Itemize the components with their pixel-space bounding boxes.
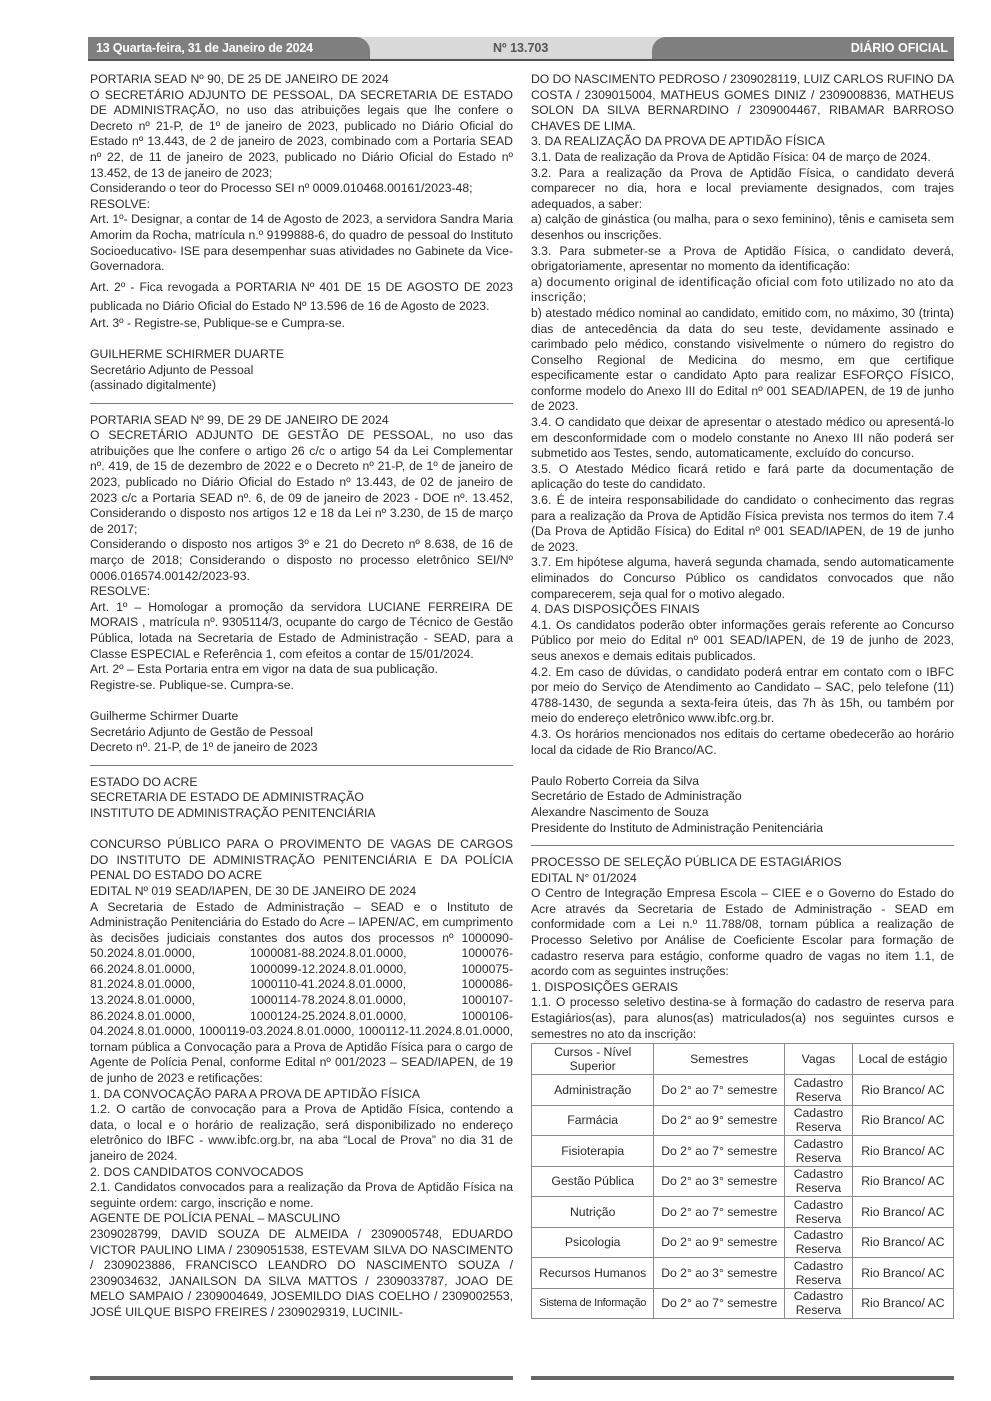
portaria-art1: Art. 1º – Homologar a promoção da servidora LUCIANE FERREIRA DE MORAIS , matrícula nº. 9305114/3, ocupante do cargo de Técnico de Gestão Pública, lotada na Secretaria de Estado de Administração - SEAD, para a Classe ESPECIAL e Referência 1, com efeitos a contar de 15/01/2024. [90, 599, 513, 661]
page-date-label: 13 Quarta-feira, 31 de Janeiro de 2024 [88, 37, 370, 59]
signer-name: Guilherme Schirmer Duarte [90, 708, 239, 723]
edital-title: EDITAL Nº 019 SEAD/IAPEN, DE 30 DE JANEIRO DE 2024 [90, 883, 417, 898]
vagas-cell: Cadastro Reserva [785, 1197, 853, 1228]
semester-cell: Do 2° ao 3° semestre [654, 1166, 785, 1197]
column-header: Vagas [785, 1044, 853, 1075]
portaria-art2: Art. 2º – Esta Portaria entra em vigor na data de sua publicação. [90, 662, 438, 677]
vagas-cell: Cadastro Reserva [785, 1258, 853, 1289]
estagio-edital [531, 855, 954, 1319]
item-3-6: 3.6. É de inteira responsabilidade do candidato o conhecimento das regras para a realização da Prova de Aptidão Física prevista nos termos do item 7.4 (Da Prova de Aptidão Física) do Edital nº 001 SEAD/IAPEN, de 19 de junho de 2023. [531, 493, 954, 554]
signer-note: Decreto nº. 21-P, de 1º de janeiro de 2023 [90, 740, 318, 755]
table-row [532, 1288, 954, 1319]
section-title: 2. DOS CANDIDATOS CONVOCADOS [90, 1164, 304, 1179]
location-cell: Rio Branco/ AC [852, 1075, 953, 1106]
item-1-2: 1.2. O cartão de convocação para a Prova de Aptidão Física, contendo a data, o local e o horário de realização, será disponibilizado no endereço eletrônico do IBFC - www.ibfc.org.br, na aba “Local de Prova” no dia 31 de janeiro de 2024. [90, 1102, 513, 1163]
item-2-1: 2.1. Candidatos convocados para a realização da Prova de Aptidão Física na seguinte ordem: cargo, inscrição e nome. [90, 1180, 513, 1210]
signer-name: Paulo Roberto Correia da Silva [531, 773, 700, 788]
signer-role: Presidente do Instituto de Administração Penitenciária [531, 820, 823, 835]
semester-cell: Do 2° ao 7° semestre [654, 1075, 785, 1106]
item-3-2a: a) calção de ginástica (ou malha, para o sexo feminino), tênis e camiseta sem desenhos ou inscrições. [531, 212, 954, 242]
portaria-considerando: Considerando o teor do Processo SEI nº 0009.010468.00161/2023-48; [90, 181, 473, 196]
portaria-resolve: RESOLVE: [90, 584, 151, 599]
org-line: INSTITUTO DE ADMINISTRAÇÃO PENITENCIÁRIA [90, 805, 376, 820]
vagas-cell: Cadastro Reserva [785, 1166, 853, 1197]
table-row [532, 1258, 954, 1289]
candidate-list: 2309028799, DAVID SOUZA DE ALMEIDA / 2309005748, EDUARDO VICTOR PAULINO LIMA / 2309051538, ESTEVAM SILVA DO NASCIMENTO / 2309023886, FRANCISCO LEANDRO DO NASCIMENTO SOUZA / 2309034632, JANAILSON DA SILVA MATTOS / 2309033787, JOAO DE MELO SAMPAIO / 2309004649, JOSEMILDO DIAS COELHO / 2309002553, JOSÉ UILQUE BISPO FREIRES / 2309029319, LUCINIL- [90, 1226, 513, 1319]
org-line: ESTADO DO ACRE [90, 774, 198, 789]
course-cell: Psicologia [532, 1227, 654, 1258]
table-row [532, 1105, 954, 1136]
table-row [532, 1075, 954, 1106]
item-3-2: 3.2. Para a realização da Prova de Aptidão Física, o candidato deverá comparecer no dia, hora e local previamente designados, com trajes adequados, a saber: [531, 165, 954, 211]
portaria-closing: Registre-se. Publique-se. Cumpra-se. [90, 677, 294, 692]
vagas-cell: Cadastro Reserva [785, 1227, 853, 1258]
section-title: 1. DISPOSIÇÕES GERAIS [531, 979, 678, 994]
item-3-3: 3.3. Para submeter-se a Prova de Aptidão Física, o candidato deverá, obrigatoriamente, apresentar no momento da identificação: [531, 243, 954, 274]
portaria-title: PORTARIA SEAD Nº 99, DE 29 DE JANEIRO DE 2024 [90, 412, 389, 427]
table-row [532, 1136, 954, 1167]
column-header: Cursos - Nível Superior [532, 1044, 654, 1075]
portaria-intro: O SECRETÁRIO ADJUNTO DE PESSOAL, DA SECRETARIA DE ESTADO DE ADMINISTRAÇÃO, no uso das atribuições legais que lhe confere o Decreto nº 21-P, de 1º de janeiro de 2023, publicado no Diário Oficial do Estado nº 13.443, de 2 de janeiro de 2023, combinado com a Portaria SEAD nº 22, de 11 de janeiro de 2023, publicado no Diário Oficial do Estado nº 13.452, de 13 de janeiro de 2023; [90, 87, 513, 180]
left-column [90, 72, 513, 1321]
location-cell: Rio Branco/ AC [852, 1288, 953, 1319]
section-title: 1. DA CONVOCAÇÃO PARA A PROVA DE APTIDÃO FÍSICA [90, 1086, 421, 1101]
vagas-cell: Cadastro Reserva [785, 1105, 853, 1136]
item-3-1: 3.1. Data de realização da Prova de Aptidão Física: 04 de março de 2024. [531, 149, 931, 164]
cargo-label: AGENTE DE POLÍCIA PENAL – MASCULINO [90, 1211, 341, 1226]
course-cell: Farmácia [532, 1105, 654, 1136]
edital-019 [90, 775, 513, 1321]
section-divider [90, 765, 513, 766]
item-3-4: 3.4. O candidato que deixar de apresentar o atestado médico ou apresentá-lo em desconformidade com o modelo constante no Anexo III não poderá ser submetido aos Testes, sendo, automaticamente, excluído do concurso. [531, 415, 954, 461]
section-divider [90, 403, 513, 404]
vagas-cell: Cadastro Reserva [785, 1136, 853, 1167]
right-column [531, 72, 954, 1319]
vagas-cell: Cadastro Reserva [785, 1288, 853, 1319]
course-cell: Nutrição [532, 1197, 654, 1228]
signer-role: Secretário de Estado de Administração [531, 789, 742, 804]
course-cell: Sistema de Informação [532, 1288, 654, 1319]
estagio-edital-number: EDITAL N° 01/2024 [531, 870, 637, 885]
item-4-2: 4.2. Em caso de dúvidas, o candidato poderá entrar em contato com o IBFC por meio do Serviço de Atendimento ao Candidato – SAC, pelo telefone (11) 4788-1430, de segunda a sexta-feira úteis, das 7h às 15h, ou também por meio do endereço eletrônico www.ibfc.org.br. [531, 664, 954, 726]
column-header: Semestres [654, 1044, 785, 1075]
portaria-resolve: RESOLVE: [90, 196, 151, 211]
concurso-title: CONCURSO PÚBLICO PARA O PROVIMENTO DE VAGAS DE CARGOS DO INSTITUTO DE ADMINISTRAÇÃO PENITENCIÁRIA E DA POLÍCIA PENAL DO ESTADO DO ACRE [90, 837, 513, 883]
semester-cell: Do 2° ao 7° semestre [654, 1197, 785, 1228]
table-row [532, 1166, 954, 1197]
edition-number: Nº 13.703 [493, 41, 549, 55]
semester-cell: Do 2° ao 7° semestre [654, 1288, 785, 1319]
semester-cell: Do 2° ao 9° semestre [654, 1105, 785, 1136]
section-title: 4. DAS DISPOSIÇÕES FINAIS [531, 602, 700, 617]
location-cell: Rio Branco/ AC [852, 1105, 953, 1136]
table-row [532, 1227, 954, 1258]
item-4-3: 4.3. Os horários mencionados nos editais do certame obedecerão ao horário local da cidade de Rio Branco/AC. [531, 726, 954, 757]
portaria-99 [90, 413, 513, 756]
section-title: 3. DA REALIZAÇÃO DA PROVA DE APTIDÃO FÍSICA [531, 134, 825, 149]
portaria-art2: Art. 2º - Fica revogada a PORTARIA Nº 401 DE 15 DE AGOSTO DE 2023 publicada no Diário Oficial do Estado Nº 13.596 de 16 de Agosto de 2023. [90, 279, 513, 313]
section-divider [531, 845, 954, 846]
location-cell: Rio Branco/ AC [852, 1258, 953, 1289]
portaria-art3: Art. 3º - Registre-se, Publique-se e Cumpra-se. [90, 315, 346, 330]
item-3-3a: a) documento original de identificação oficial com foto utilizado no ato da inscrição; [531, 274, 954, 305]
portaria-intro: O SECRETÁRIO ADJUNTO DE GESTÃO DE PESSOAL, no uso das atribuições que lhe confere o artigo 26 c/c o artigo 54 da Lei Complementar nº. 419, de 15 de dezembro de 2022 e o Decreto nº 21-P, de 1º de janeiro de 2023, publicado no Diário Oficial do Estado nº 13.443, de 02 de janeiro de 2023 c/c a Portaria SEAD nº. 6, de 09 de janeiro de 2023 - DOE nº. 13.452, Considerando o disposto nos artigos 12 e 18 da Lei nº 3.230, de 15 de março de 2017; [90, 428, 513, 536]
signer-role: Secretário Adjunto de Gestão de Pessoal [90, 724, 313, 739]
candidate-list-continued: DO DO NASCIMENTO PEDROSO / 2309028119, LUIZ CARLOS RUFINO DA COSTA / 2309015004, MATHEUS GOMES DINIZ / 2309008836, MATHEUS SOLON DA SILVA BERNARDINO / 2309004467, RIBAMAR BARROSO CHAVES DE LIMA. [531, 72, 954, 133]
semester-cell: Do 2° ao 7° semestre [654, 1136, 785, 1167]
publication-title: DIÁRIO OFICIAL [652, 37, 954, 59]
item-3-3b: b) atestado médico nominal ao candidato, emitido com, no máximo, 30 (trinta) dias de antecedência da data do seu teste, devidamente assinado e carimbado pelo médico, constando visivelmente o número do registro do Conselho Regional de Medicina do mesmo, em que certifique especificamente estar o candidato Apto para realizar ESFORÇO FÍSICO, conforme modelo do Anexo III do Edital nº 001 SEAD/IAPEN, de 19 de junho de 2023. [531, 305, 954, 414]
signer-name: GUILHERME SCHIRMER DUARTE [90, 346, 285, 361]
vagas-cell: Cadastro Reserva [785, 1075, 853, 1106]
course-cell: Fisioterapia [532, 1136, 654, 1167]
vagas-table [531, 1043, 954, 1319]
item-3-7: 3.7. Em hipótese alguma, haverá segunda chamada, sendo automaticamente eliminados do Concurso Público os candidatos convocados que não comparecerem, seja qual for o motivo alegado. [531, 555, 954, 601]
table-header-row [532, 1044, 954, 1075]
item-4-1: 4.1. Os candidatos poderão obter informações gerais referente ao Concurso Público por meio do Edital nº 001 SEAD/IAPEN, de 19 de junho de 2023, seus anexos e demais editais publicados. [531, 617, 954, 663]
signer-name: Alexandre Nascimento de Souza [531, 804, 709, 819]
item-3-5: 3.5. O Atestado Médico ficará retido e fará parte da documentação de aplicação do teste do candidato. [531, 461, 954, 492]
location-cell: Rio Branco/ AC [852, 1227, 953, 1258]
course-cell: Administração [532, 1075, 654, 1106]
org-line: SECRETARIA DE ESTADO DE ADMINISTRAÇÃO [90, 790, 364, 805]
column-header: Local de estágio [852, 1044, 953, 1075]
page-header [88, 37, 954, 61]
location-cell: Rio Branco/ AC [852, 1197, 953, 1228]
semester-cell: Do 2° ao 3° semestre [654, 1258, 785, 1289]
signer-note: (assinado digitalmente) [90, 378, 217, 393]
estagio-title: PROCESSO DE SELEÇÃO PÚBLICA DE ESTAGIÁRIOS [531, 855, 842, 870]
portaria-art1: Art. 1º- Designar, a contar de 14 de Agosto de 2023, a servidora Sandra Maria Amorim da Rocha, matrícula n.º 9199888-6, do quadro de pessoal do Instituto Socioeducativo- ISE para desempenhar suas atividades no Gabinete da Vice-Governadora. [90, 212, 513, 274]
location-cell: Rio Branco/ AC [852, 1136, 953, 1167]
portaria-title: PORTARIA SEAD Nº 90, DE 25 DE JANEIRO DE 2024 [90, 72, 389, 86]
signer-role: Secretário Adjunto de Pessoal [90, 362, 254, 377]
footer-rule-right [531, 1376, 954, 1380]
location-cell: Rio Branco/ AC [852, 1166, 953, 1197]
table-row [532, 1197, 954, 1228]
portaria-considerando: Considerando o disposto nos artigos 3º e 21 do Decreto nº 8.638, de 16 de março de 2018; Considerando o disposto no processo eletrônico SEI/Nº 0006.016574.00142/2023-93. [90, 537, 513, 583]
course-cell: Gestão Pública [532, 1166, 654, 1197]
estagio-intro: O Centro de Integração Empresa Escola – CIEE e o Governo do Estado do Acre através da Secretaria de Estado de Administração - SEAD em conformidade com a Lei n.º 11.788/08, tornam pública a realização de Processo Seletivo por Análise de Coeficiente Escolar para formação de cadastro reserva para estágio, conforme quadro de vagas no item 1.1, de acordo com as seguintes instruções: [531, 886, 954, 979]
footer-rule-left [90, 1376, 513, 1380]
edital-intro: A Secretaria de Estado de Administração – SEAD e o Instituto de Administração Penitenciária do Estado do Acre – IAPEN/AC, em cumprimento às decisões judiciais constantes dos autos dos processos nº 1000090-50.2024.8.01.0000, 1000081-88.2024.8.01.0000, 1000076-66.2024.8.01.0000, 1000099-12.2024.8.01.0000, 1000075-81.2024.8.01.0000, 1000110-41.2024.8.01.0000, 1000086-13.2024.8.01.0000, 1000114-78.2024.8.01.0000, 1000107-86.2024.8.01.0000, 1000124-25.2024.8.01.0000, 1000106-04.2024.8.01.0000, 1000119-03.2024.8.01.0000, 1000112-11.2024.8.01.0000, tornam pública a Convocação para a Prova de Aptidão Física para o cargo de Agente de Polícia Penal, conforme Edital nº 001/2023 – SEAD/IAPEN, de 19 de junho de 2023 e retificações: [90, 899, 513, 1086]
portaria-90 [90, 72, 513, 394]
semester-cell: Do 2° ao 9° semestre [654, 1227, 785, 1258]
course-cell: Recursos Humanos [532, 1258, 654, 1289]
item-1-1: 1.1. O processo seletivo destina-se à formação do cadastro de reserva para Estagiários(as), para alunos(as) matriculados(a) nos seguintes cursos e semestres no ato da inscrição: [531, 995, 954, 1041]
